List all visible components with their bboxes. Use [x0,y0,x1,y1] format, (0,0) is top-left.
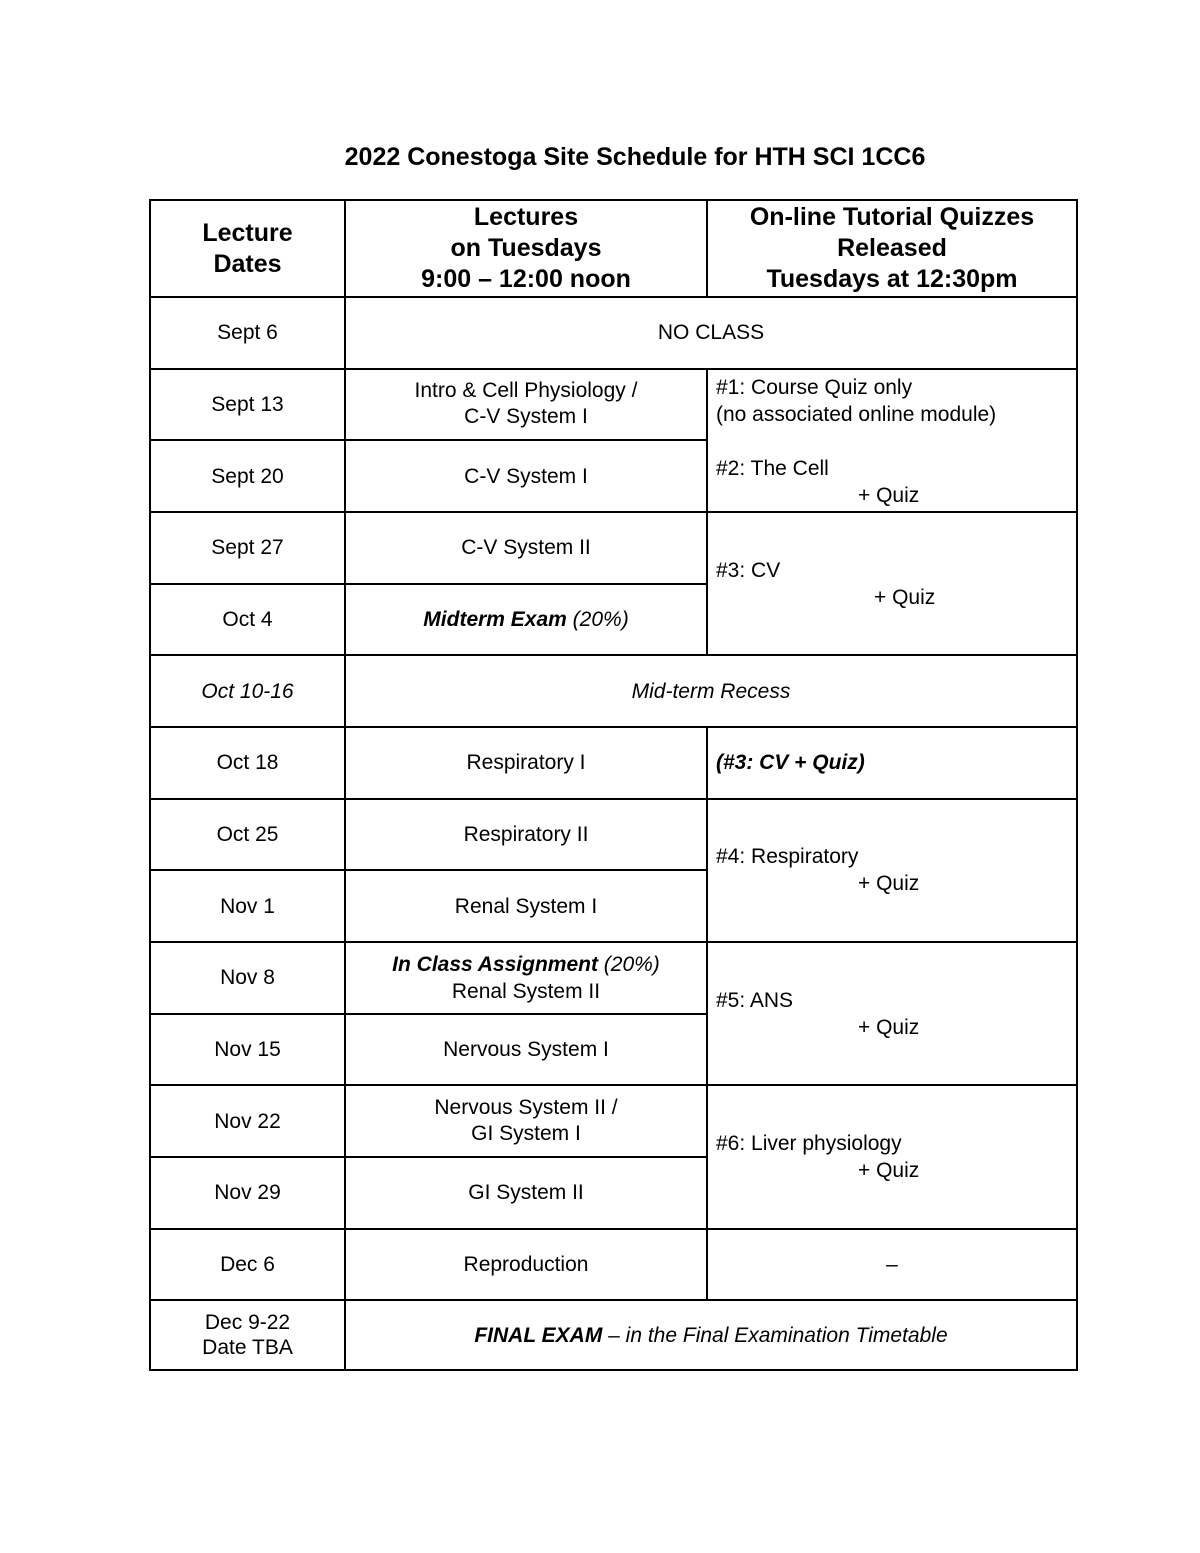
date-text: Dec 9-22 [204,1311,291,1335]
lecture-text: Intro & Cell Physiology / [414,379,638,403]
lecture-cell [344,368,706,440]
quiz-text: #2: The Cell [716,456,829,480]
final-exam-text [474,1322,947,1349]
header-text: On-line Tutorial Quizzes [749,203,1035,231]
lecture-cell [344,941,706,1013]
quiz-cell [706,511,1078,654]
quiz-cell [706,941,1078,1084]
date-cell: Oct 18 [149,726,344,798]
header-text: Tuesdays at 12:30pm [766,265,1018,293]
quiz-text: #5: ANS [716,988,794,1012]
date-cell: Sept 13 [149,368,344,440]
header-text: Lectures [473,203,579,231]
quiz-text: + Quiz [858,1158,920,1182]
date-cell: Nov 8 [149,941,344,1013]
lecture-cell [344,1084,706,1156]
date-cell: Nov 29 [149,1156,344,1228]
schedule-table [149,199,1078,1371]
lecture-cell: Nervous System I [344,1013,706,1085]
date-cell: Nov 15 [149,1013,344,1085]
header-text: Lecture [202,218,293,247]
quiz-text: + Quiz [858,1015,920,1039]
midterm-exam-text [423,606,628,633]
lecture-cell [344,583,706,655]
date-cell: Oct 4 [149,583,344,655]
lecture-text: Renal System II [451,979,601,1003]
quiz-cell [706,726,1078,798]
date-cell: Sept 27 [149,511,344,583]
date-cell: Dec 6 [149,1228,344,1300]
quiz-text: (no associated online module) [716,402,997,426]
date-text: Date TBA [202,1336,293,1360]
assignment-text [392,951,660,978]
header-text: on Tuesdays [450,234,602,262]
assignment-weight: (20%) [597,952,660,976]
date-cell: Sept 6 [149,296,344,368]
page-title: 2022 Conestoga Site Schedule for HTH SCI 1CC6 [344,143,926,171]
header-text: 9:00 – 12:00 noon [421,265,631,293]
quiz-cell [706,368,1078,511]
quiz-text: #6: Liver physiology [716,1131,902,1155]
date-cell: Oct 10-16 [149,654,344,726]
final-exam-cell [344,1299,1078,1371]
quiz-text: #3: CV [716,558,781,582]
quiz-cell [706,798,1078,941]
lecture-cell: C-V System I [344,439,706,511]
quiz-cell: – [706,1228,1078,1300]
quiz-cell [706,1084,1078,1227]
date-cell: Nov 22 [149,1084,344,1156]
header-quizzes [706,199,1078,296]
quiz-text: (#3: CV + Quiz) [716,751,865,775]
header-text: Dates [213,249,282,278]
date-cell [149,1299,344,1371]
quiz-text: #4: Respiratory [716,845,859,869]
lecture-cell: Respiratory I [344,726,706,798]
quiz-text: + Quiz [874,585,936,609]
quiz-text: + Quiz [858,483,920,507]
date-cell: Nov 1 [149,869,344,941]
header-lectures [344,199,706,296]
lecture-cell: Respiratory II [344,798,706,870]
header-text: Released [837,234,947,262]
final-exam-location: – in the Final Examination Timetable [602,1323,948,1347]
date-cell: Oct 25 [149,798,344,870]
midterm-exam-label: Midterm Exam [423,607,567,631]
spacer [716,428,1068,455]
recess-cell: Mid-term Recess [344,654,1078,726]
lecture-text: GI System I [471,1122,581,1146]
assignment-label: In Class Assignment [392,952,598,976]
quiz-text: #1: Course Quiz only [716,375,913,399]
date-cell: Sept 20 [149,439,344,511]
lecture-cell: GI System II [344,1156,706,1228]
lecture-cell: Renal System I [344,869,706,941]
lecture-text: Nervous System II / [434,1096,618,1120]
lecture-text: C-V System I [464,405,588,429]
lecture-cell: Reproduction [344,1228,706,1300]
quiz-text: + Quiz [858,872,920,896]
no-class-cell: NO CLASS [344,296,1078,368]
header-lecture-dates [149,199,344,296]
lecture-cell: C-V System II [344,511,706,583]
midterm-exam-weight: (20%) [566,607,629,631]
final-exam-label: FINAL EXAM [474,1323,603,1347]
